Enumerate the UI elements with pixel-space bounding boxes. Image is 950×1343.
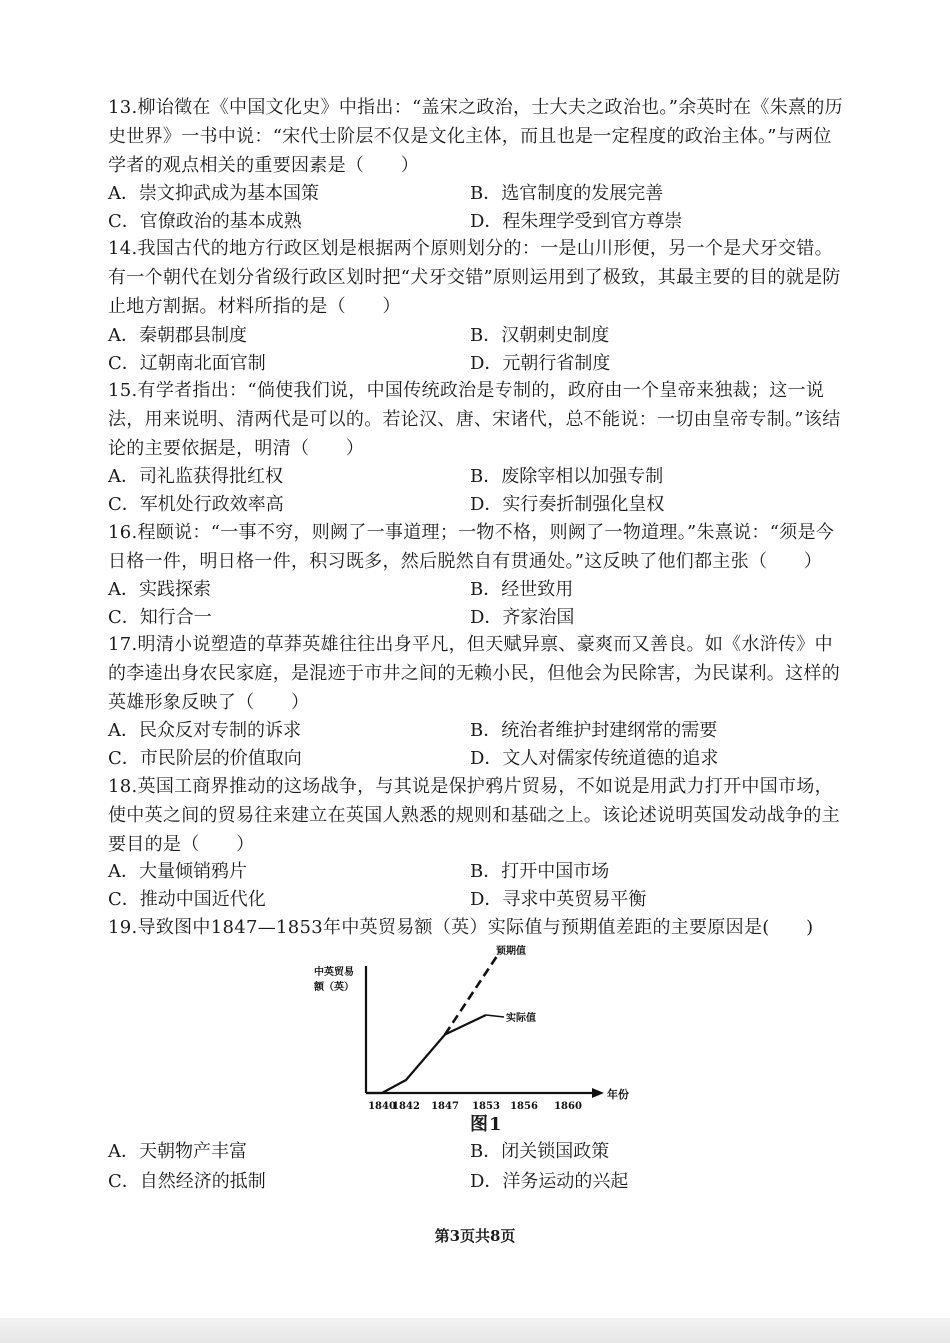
series-actual-line [366, 1015, 486, 1093]
option-d: D．寻求中英贸易平衡 [470, 889, 647, 910]
option-a: A．民众反对专制的诉求 [108, 720, 301, 741]
chart-marks [366, 944, 582, 1112]
x-axis-arrow-icon [592, 1088, 604, 1098]
option-c: C．市民阶层的价值取向 [108, 748, 302, 769]
option-c: C．自然经济的抵制 [108, 1171, 266, 1192]
page-number: 第3页共8页 [434, 1227, 516, 1245]
scan-edge [0, 1318, 950, 1343]
option-d: D．程朱理学受到官方尊崇 [470, 211, 683, 232]
question-18-stem: 18.英国工商界推动的这场战争，与其说是保护鸦片贸易，不如说是用武力打开中国市场，使中英之间的贸易往来建立在英国人熟悉的规则和基础之上。该论述说明英国发动战争的主要目的是（ ） [108, 776, 840, 855]
question-19-stem: 19.导致图中1847—1853年中英贸易额（英）实际值与预期值差距的主要原因是( ) [108, 917, 814, 938]
option-d: D．元朝行省制度 [470, 353, 611, 374]
option-b: B．选官制度的发展完善 [470, 183, 664, 204]
y-axis-label-line1: 中英贸易 [314, 967, 354, 978]
option-a: A．大量倾销鸦片 [108, 861, 247, 882]
question-13-stem: 13.柳诒徵在《中国文化史》中指出：“盖宋之政治，士大夫之政治也。”余英时在《朱熹的历史世界》一书中说：“宋代士阶层不仅是文化主体，而且也是一定程度的政治主体。”与两位学者的观点相关的重要因素是（ ） [108, 97, 843, 176]
option-b: B．打开中国市场 [470, 861, 610, 882]
x-axis-label: 年份 [607, 1088, 629, 1101]
option-a: A．实践探索 [108, 579, 211, 600]
label-actual: 实际值 [506, 1013, 536, 1024]
option-b: B．汉朝刺史制度 [470, 325, 610, 346]
label-actual-leader [486, 1015, 504, 1017]
option-a: A．秦朝郡县制度 [108, 325, 247, 346]
option-c: C．知行合一 [108, 607, 212, 628]
option-b: B．统治者维护封建纲常的需要 [470, 720, 718, 741]
option-d: D．齐家治国 [470, 607, 575, 628]
option-b: B．闭关锁国政策 [470, 1141, 610, 1162]
label-expected: 预期值 [496, 946, 526, 957]
option-b: B．废除宰相以加强专制 [470, 466, 664, 487]
question-14-stem: 14.我国古代的地方行政区划是根据两个原则划分的：一是山川形便，另一个是犬牙交错。有一个朝代在划分省级行政区划时把“犬牙交错”原则运用到了极致，其最主要的目的就是防止地方割据。材料所指的是（ ） [108, 238, 841, 317]
x-tick-label: 1840 [368, 1101, 396, 1112]
option-d: D．实行奏折制强化皇权 [470, 494, 665, 515]
option-c: C．推动中国近代化 [108, 889, 266, 910]
option-a: A．司礼监获得批红权 [108, 466, 283, 487]
option-d: D．文人对儒家传统道德的追求 [470, 748, 719, 769]
question-16-stem: 16.程颐说：“一事不穷，则阙了一事道理；一物不格，则阙了一物道理。”朱熹说：“须是今日格一件，明日格一件，积习既多，然后脱然自有贯通处。”这反映了他们都主张（ ） [108, 522, 835, 572]
trade-chart [300, 938, 640, 1138]
option-a: A．崇文抑武成为基本国策 [108, 183, 319, 204]
option-d: D．洋务运动的兴起 [470, 1171, 629, 1192]
option-b: B．经世致用 [470, 579, 574, 600]
trade-chart-svg [300, 938, 640, 1138]
option-a: A．天朝物产丰富 [108, 1141, 247, 1162]
x-tick-label: 1842 [392, 1101, 420, 1112]
question-15-stem: 15.有学者指出：“倘使我们说，中国传统政治是专制的，政府由一个皇帝来独裁；这一说法，用来说明、清两代是可以的。若论汉、唐、宋诸代，总不能说：一切由皇帝专制。”该结论的主要依据是，明清（ ） [108, 380, 841, 459]
x-tick-label: 1847 [431, 1101, 459, 1112]
x-tick-label: 1860 [554, 1101, 582, 1112]
x-tick-label: 1853 [472, 1101, 500, 1112]
option-c: C．官僚政治的基本成熟 [108, 211, 302, 232]
figure-caption: 图1 [470, 1114, 503, 1135]
x-tick-label: 1856 [510, 1101, 538, 1112]
option-c: C．辽朝南北面官制 [108, 353, 266, 374]
y-axis-label-line2: 额（英） [314, 982, 354, 993]
question-17-stem: 17.明清小说塑造的草莽英雄往往出身平凡，但天赋异禀、豪爽而又善良。如《水浒传》中的李逵出身农民家庭，是混迹于市井之间的无赖小民，但他会为民除害，为民谋利。这样的英雄形象反映了（ ） [108, 634, 840, 713]
option-c: C．军机处行政效率高 [108, 494, 284, 515]
